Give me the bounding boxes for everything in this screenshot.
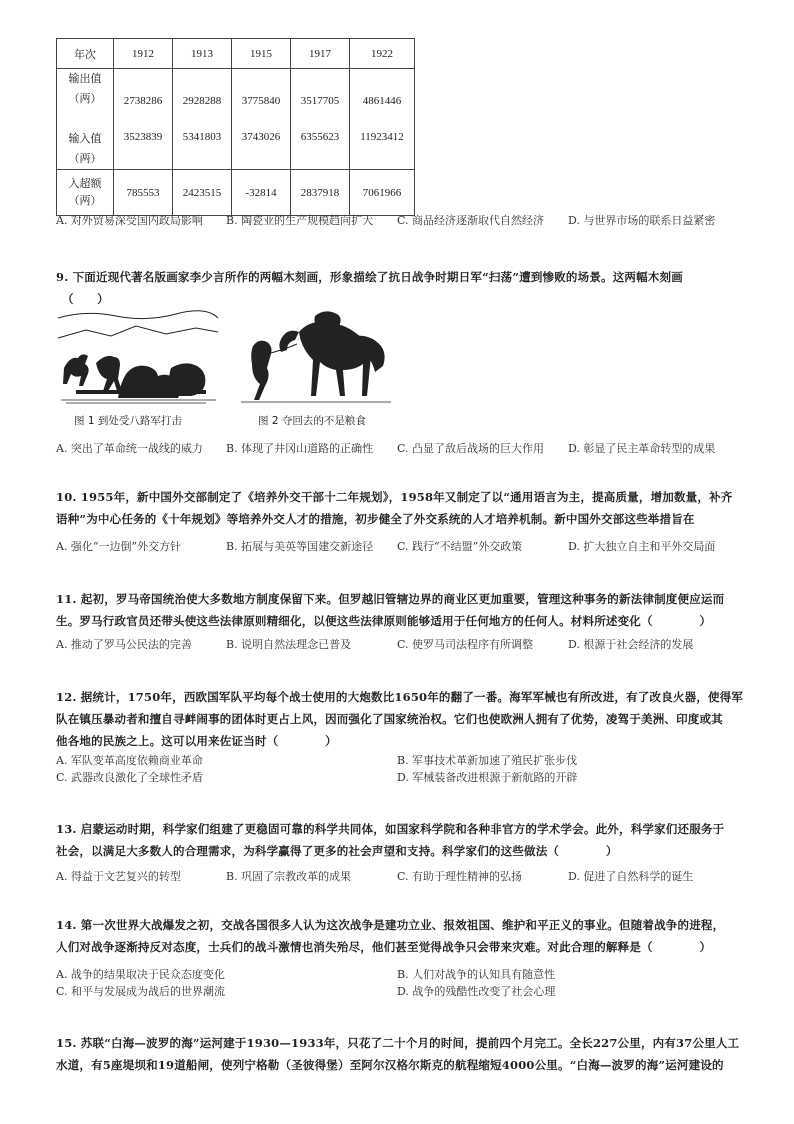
option-b: B. 说明自然法理念已普及 xyxy=(226,638,352,651)
table-cell: 3775840 3743026 xyxy=(232,69,291,170)
figure-2-caption: 图 2 夺回去的不是粮食 xyxy=(258,415,366,427)
option-b: B. 拓展与美英等国建交新途径 xyxy=(226,540,374,553)
option-a: A. 对外贸易深受国内政局影响 xyxy=(56,214,203,227)
option-d: D. 战争的残酷性改变了社会心理 xyxy=(397,985,556,998)
option-a: A. 强化“一边倒”外交方针 xyxy=(56,540,182,553)
table-header-cell: 1912 xyxy=(114,39,173,69)
table-row-label: 输出值 （两） 输入值 （两） xyxy=(57,69,114,170)
option-d: D. 促进了自然科学的诞生 xyxy=(568,870,694,883)
option-c: C. 武器改良激化了全球性矛盾 xyxy=(56,771,204,784)
table-cell: 2423515 xyxy=(173,170,232,216)
question-9-stem: 9. 下面近现代著名版画家李少言所作的两幅木刻画，形象描绘了抗日战争时期日军“扫荡”遭到惨败的场景。这两幅木刻画 （ ） xyxy=(56,270,683,306)
table-cell: 3517705 6355623 xyxy=(291,69,350,170)
table-cell: -32814 xyxy=(232,170,291,216)
option-d: D. 扩大独立自主和平外交局面 xyxy=(568,540,716,553)
option-b: B. 军事技术革新加速了殖民扩张步伐 xyxy=(397,754,578,767)
option-a: A. 军队变革高度依赖商业革命 xyxy=(56,754,203,767)
woodcut-image-1 xyxy=(56,308,220,406)
option-c: C. 践行“不结盟”外交政策 xyxy=(397,540,523,553)
option-a: A. 得益于文艺复兴的转型 xyxy=(56,870,181,883)
table-cell: 2928288 5341803 xyxy=(173,69,232,170)
table-row xyxy=(57,69,415,170)
table-cell: 2837918 xyxy=(291,170,350,216)
table-row xyxy=(57,170,415,216)
option-c: C. 和平与发展成为战后的世界潮流 xyxy=(56,985,226,998)
table-row-label: 入超额 （两） xyxy=(57,170,114,216)
table-cell: 7061966 xyxy=(350,170,415,216)
option-d: D. 彰显了民主革命转型的成果 xyxy=(568,442,716,455)
option-c: C. 商品经济逐渐取代自然经济 xyxy=(397,214,545,227)
option-c: C. 凸显了敌后战场的巨大作用 xyxy=(397,442,545,455)
question-10-stem: 10. 1955年，新中国外交部制定了《培养外交干部十二年规划》，1958年又制定了以“通用语言为主，提高质量，增加数量，补齐 语种”为中心任务的《十年规划》等培养外交人才的措施，初步健全了外交系统的人才培养机制。新中国外交部这些举措旨在 xyxy=(56,490,733,526)
question-14-stem: 14. 第一次世界大战爆发之初，交战各国很多人认为这次战争是建功立业、报效祖国、维护和平正义的事业。但随着战争的进程， 人们对战争逐渐持反对态度，士兵们的战斗激情也消失殆尽，他们甚至觉得战争只会带来灾难。对此合理的解释是（ ） xyxy=(56,918,725,954)
question-15-stem: 15. 苏联“白海—波罗的海”运河建于1930—1933年，只花了二十个月的时间，提前四个月完工。全长227公里，内有37公里人工 水道，有5座堤坝和19道船闸，使列宁格勒（圣彼得堡）至阿尔汉格尔斯克的航程缩短4000公里。“白海—波罗的海”运河建设的 xyxy=(56,1036,740,1072)
option-b: B. 巩固了宗教改革的成果 xyxy=(226,870,352,883)
option-a: A. 突出了革命统一战线的威力 xyxy=(56,442,203,455)
figure-1-caption: 图 1 到处受八路军打击 xyxy=(74,415,182,427)
option-b: B. 陶瓷业的生产规模趋向扩大 xyxy=(226,214,374,227)
option-d: D. 根源于社会经济的发展 xyxy=(568,638,694,651)
option-a: A. 战争的结果取决于民众态度变化 xyxy=(56,968,225,981)
woodcut-image-2 xyxy=(237,306,393,406)
table-header-cell: 1917 xyxy=(291,39,350,69)
table-header-cell: 1922 xyxy=(350,39,415,69)
question-11-stem: 11. 起初，罗马帝国统治使大多数地方制度保留下来。但罗越旧管辖边界的商业区更加重要，管理这种事务的新法律制度便应运而 生。罗马行政官员还带头使这些法律原则精细化，以便这些法律原则能够适用于任何地方的任何人。材料所述变化（ ） xyxy=(56,592,725,628)
table-header-cell: 1913 xyxy=(173,39,232,69)
table-header-cell: 1915 xyxy=(232,39,291,69)
option-c: C. 使罗马司法程序有所调整 xyxy=(397,638,534,651)
table-cell: 785553 xyxy=(114,170,173,216)
option-d: D. 军械装备改进根源于新航路的开辟 xyxy=(397,771,578,784)
option-b: B. 体现了井冈山道路的正确性 xyxy=(226,442,374,455)
option-c: C. 有助于理性精神的弘扬 xyxy=(397,870,523,883)
option-a: A. 推动了罗马公民法的完善 xyxy=(56,638,192,651)
table-cell: 4861446 11923412 xyxy=(350,69,415,170)
question-12-stem: 12. 据统计，1750年，西欧国军队平均每个战士使用的大炮数比1650年的翻了一番。海军军械也有所改进，有了改良火器，使得军 队在镇压暴动者和擅自寻衅闹事的团体时更占上风，因而强化了国家统治权。它们也使欧洲人拥有了优势，凌驾于美洲、印度或其 他各地的民族之上。这可以用来佐证当时（ ） xyxy=(56,690,744,748)
table-cell: 2738286 3523839 xyxy=(114,69,173,170)
option-b: B. 人们对战争的认知具有随意性 xyxy=(397,968,556,981)
table-header-cell: 年次 xyxy=(57,39,114,69)
trade-table xyxy=(56,38,415,216)
question-13-stem: 13. 启蒙运动时期，科学家们组建了更稳固可靠的科学共同体，如国家科学院和各种非官方的学术学会。此外，科学家们还服务于 社会，以满足大多数人的合理需求，为科学赢得了更多的社会声望和支持。科学家们的这些做法（ ） xyxy=(56,822,725,858)
option-d: D. 与世界市场的联系日益紧密 xyxy=(568,214,716,227)
